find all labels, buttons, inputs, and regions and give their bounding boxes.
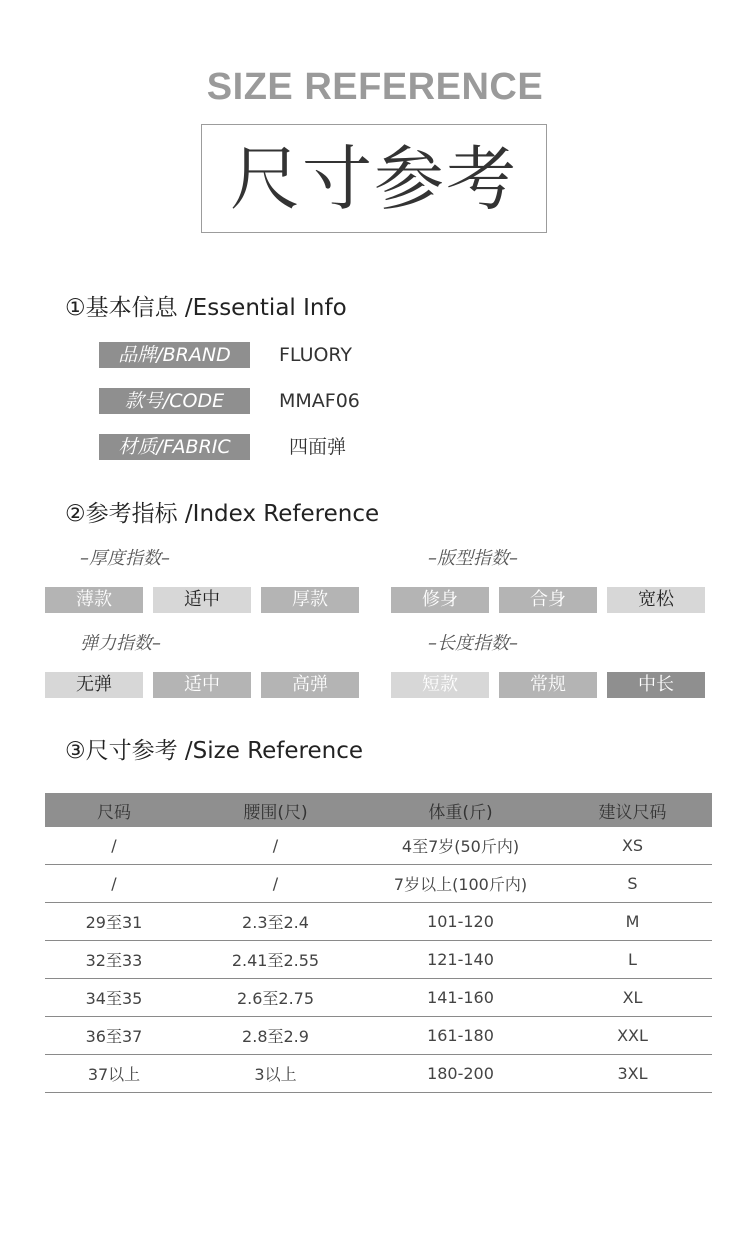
table-cell: /: [183, 865, 368, 903]
section-essential-info-title: ①基本信息 /Essential Info: [65, 295, 347, 321]
code-value: MMAF06: [279, 390, 360, 412]
table-cell: /: [183, 827, 368, 865]
column-header-size: 尺码: [45, 793, 183, 827]
length-index-heading: –长度指数–: [428, 633, 518, 654]
table-cell: /: [45, 865, 183, 903]
table-cell: 3XL: [553, 1055, 712, 1093]
table-cell: 161-180: [368, 1017, 553, 1055]
table-cell: 4至7岁(50斤内): [368, 827, 553, 865]
size-table-header: [45, 793, 712, 827]
fit-index-heading: –版型指数–: [428, 548, 518, 569]
table-row: [45, 865, 712, 903]
table-cell: XL: [553, 979, 712, 1017]
fit-option-slim: 修身: [391, 587, 489, 613]
table-row: [45, 1055, 712, 1093]
title-english: SIZE REFERENCE: [206, 66, 544, 108]
table-cell: M: [553, 903, 712, 941]
table-row: [45, 979, 712, 1017]
table-cell: 180-200: [368, 1055, 553, 1093]
table-cell: 2.8至2.9: [183, 1017, 368, 1055]
table-cell: 121-140: [368, 941, 553, 979]
table-cell: XXL: [553, 1017, 712, 1055]
thickness-index-heading: –厚度指数–: [80, 548, 170, 569]
table-cell: 29至31: [45, 903, 183, 941]
section-size-reference-title: ③尺寸参考 /Size Reference: [65, 738, 364, 764]
table-cell: 2.6至2.75: [183, 979, 368, 1017]
title-chinese-box: [201, 124, 547, 233]
table-cell: 101-120: [368, 903, 553, 941]
length-option-short: 短款: [391, 672, 489, 698]
table-cell: 3以上: [183, 1055, 368, 1093]
size-table: [45, 793, 712, 1093]
table-cell: 32至33: [45, 941, 183, 979]
table-row: [45, 827, 712, 865]
table-row: [45, 1017, 712, 1055]
elasticity-option-medium: 适中: [153, 672, 251, 698]
table-row: [45, 941, 712, 979]
fabric-label: 材质/FABRIC: [99, 434, 250, 460]
column-header-weight: 体重(斤): [368, 793, 553, 827]
table-cell: 141-160: [368, 979, 553, 1017]
column-header-suggested-size: 建议尺码: [553, 793, 712, 827]
title-chinese: 尺寸参考: [230, 137, 518, 220]
table-cell: 36至37: [45, 1017, 183, 1055]
table-cell: 7岁以上(100斤内): [368, 865, 553, 903]
table-cell: L: [553, 941, 712, 979]
table-cell: 2.41至2.55: [183, 941, 368, 979]
table-cell: S: [553, 865, 712, 903]
length-option-regular: 常规: [499, 672, 597, 698]
thickness-option-thin: 薄款: [45, 587, 143, 613]
fabric-value: 四面弹: [289, 436, 347, 458]
elasticity-option-none: 无弹: [45, 672, 143, 698]
table-cell: XS: [553, 827, 712, 865]
thickness-option-medium: 适中: [153, 587, 251, 613]
fit-option-loose: 宽松: [607, 587, 705, 613]
brand-value: FLUORY: [279, 344, 353, 366]
brand-label: 品牌/BRAND: [99, 342, 250, 368]
code-label: 款号/CODE: [99, 388, 250, 414]
table-cell: 2.3至2.4: [183, 903, 368, 941]
fit-option-regular: 合身: [499, 587, 597, 613]
column-header-waist: 腰围(尺): [183, 793, 368, 827]
length-option-long: 中长: [607, 672, 705, 698]
thickness-option-thick: 厚款: [261, 587, 359, 613]
elasticity-option-high: 高弹: [261, 672, 359, 698]
table-row: [45, 903, 712, 941]
section-index-reference-title: ②参考指标 /Index Reference: [65, 501, 380, 527]
table-cell: 37以上: [45, 1055, 183, 1093]
table-cell: 34至35: [45, 979, 183, 1017]
elasticity-index-heading: 弹力指数–: [80, 633, 161, 654]
size-table-container: [45, 793, 712, 1093]
table-cell: /: [45, 827, 183, 865]
